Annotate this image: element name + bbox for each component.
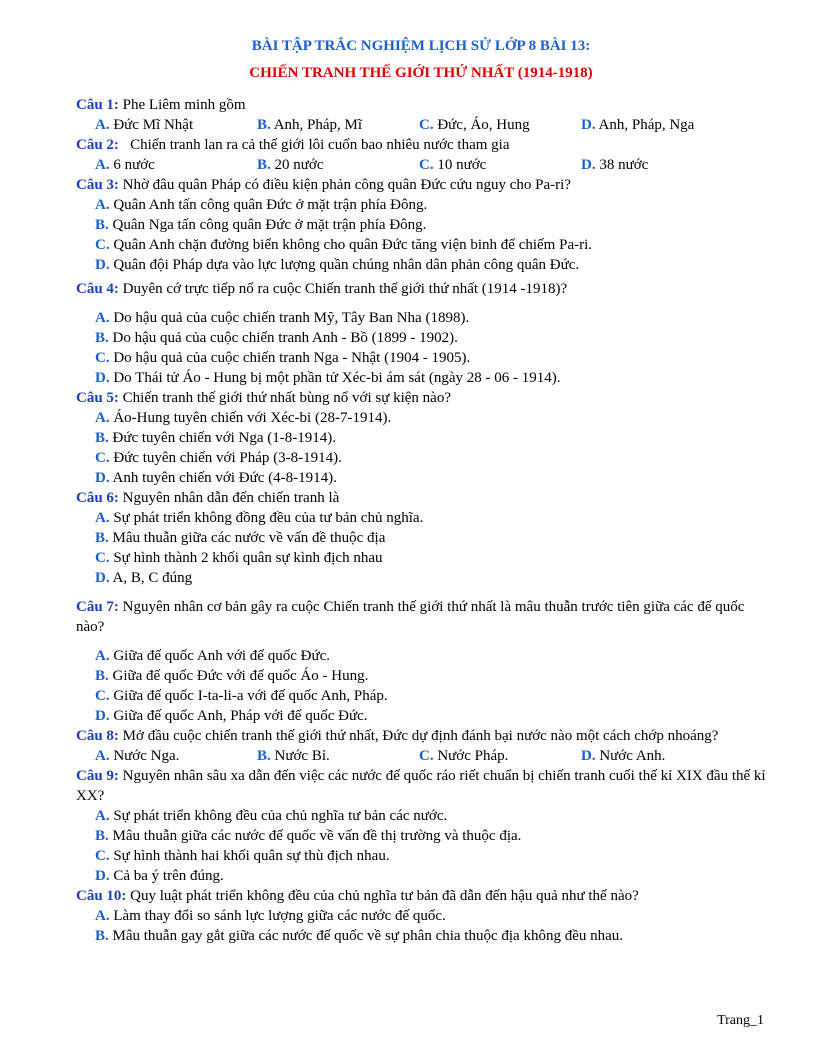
question-9 <box>76 766 766 806</box>
option-d: D. 38 nước <box>581 157 649 173</box>
option-c: C. Sự hình thành 2 khối quân sự kình địch nhau <box>95 550 383 566</box>
option-b: B. 20 nước <box>257 157 324 173</box>
options-9 <box>95 806 766 886</box>
question-10 <box>76 886 766 906</box>
question-text: Chiến tranh lan ra cả thế giới lôi cuốn bao nhiêu nước tham gia <box>118 137 510 153</box>
option-d: D. Giữa đế quốc Anh, Pháp với đế quốc Đức. <box>95 708 368 724</box>
document-title: BÀI TẬP TRẮC NGHIỆM LỊCH SỬ LỚP 8 BÀI 13: <box>251 38 591 54</box>
option-c: C. Do hậu quả của cuộc chiến tranh Nga - Nhật (1904 - 1905). <box>95 350 471 366</box>
options-3 <box>95 195 766 275</box>
option-b: B. Đức tuyên chiến với Nga (1-8-1914). <box>95 430 337 446</box>
question-label: Câu 6: <box>76 490 119 506</box>
option-d: D. Do Thái tử Áo - Hung bị một phần tử Xéc-bi ám sát (ngày 28 - 06 - 1914). <box>95 370 561 386</box>
question-label: Câu 2: <box>76 137 119 153</box>
option-c: C. Đức, Áo, Hung <box>419 117 530 133</box>
option-c: C. 10 nước <box>419 157 487 173</box>
question-6 <box>76 488 766 508</box>
question-label: Câu 5: <box>76 390 119 406</box>
question-label: Câu 8: <box>76 728 119 744</box>
option-c: C. Quân Anh chặn đường biển không cho quân Đức tăng viện binh để chiếm Pa-ri. <box>95 237 593 253</box>
question-text: Nhờ đâu quân Pháp có điều kiện phản công quân Đức cứu nguy cho Pa-ri? <box>118 177 571 193</box>
option-d: D. Anh tuyên chiến với Đức (4-8-1914). <box>95 470 337 486</box>
question-1 <box>76 95 766 115</box>
option-a: A. Làm thay đổi so sánh lực lượng giữa các nước đế quốc. <box>95 908 446 924</box>
option-d: D. A, B, C đúng <box>95 570 193 586</box>
option-d: D. Nước Anh. <box>581 748 666 764</box>
option-c: C. Sự hình thành hai khối quân sự thù địch nhau. <box>95 848 390 864</box>
option-a: A. 6 nước <box>95 157 155 173</box>
question-text: Nguyên nhân dẫn đến chiến tranh là <box>118 490 340 506</box>
option-b: B. Nước Bỉ. <box>257 748 330 764</box>
option-a: A. Áo-Hung tuyên chiến với Xéc-bi (28-7-1914). <box>95 410 392 426</box>
question-text: Chiến tranh thế giới thứ nhất bùng nổ với sự kiện nào? <box>118 390 451 406</box>
question-text: Phe Liêm minh gồm <box>118 97 246 113</box>
option-a: A. Sự phát triển không đồng đều của tư bản chủ nghĩa. <box>95 510 424 526</box>
option-b: B. Mâu thuẫn gay gắt giữa các nước đế quốc về sự phân chia thuộc địa không đều nhau. <box>95 928 624 944</box>
question-label: Câu 10: <box>76 888 127 904</box>
options-5 <box>95 408 766 488</box>
question-text: Duyên cớ trực tiếp nổ ra cuộc Chiến tranh thế giới thứ nhất (1914 -1918)? <box>118 281 568 297</box>
options-10 <box>95 906 766 946</box>
option-b: B. Do hậu quả của cuộc chiến tranh Anh - Bồ (1899 - 1902). <box>95 330 458 346</box>
options-2 <box>95 155 766 175</box>
document-page <box>76 36 766 946</box>
option-c: C. Giữa đế quốc I-ta-li-a với đế quốc Anh, Pháp. <box>95 688 388 704</box>
options-1 <box>95 115 766 135</box>
question-2 <box>76 135 766 155</box>
option-a: A. Nước Nga. <box>95 748 180 764</box>
option-b: B. Anh, Pháp, Mĩ <box>257 117 363 133</box>
question-text: Nguyên nhân sâu xa dẫn đến việc các nước đế quốc ráo riết chuẩn bị chiến tranh cuối thế kỉ XIX đầu thế kỉ XX? <box>76 768 766 804</box>
question-text: Nguyên nhân cơ bản gây ra cuộc Chiến tranh thế giới thứ nhất là mâu thuẫn trước tiên giữa các đế quốc nào? <box>76 599 745 635</box>
option-d: D. Cả ba ý trên đúng. <box>95 868 224 884</box>
question-label: Câu 7: <box>76 599 119 615</box>
question-label: Câu 9: <box>76 768 119 784</box>
option-c: C. Đức tuyên chiến với Pháp (3-8-1914). <box>95 450 342 466</box>
question-5 <box>76 388 766 408</box>
question-label: Câu 1: <box>76 97 119 113</box>
options-4 <box>95 308 766 388</box>
question-label: Câu 3: <box>76 177 119 193</box>
question-label: Câu 4: <box>76 281 119 297</box>
option-a: A. Sự phát triển không đều của chủ nghĩa tư bản các nước. <box>95 808 448 824</box>
options-6 <box>95 508 766 588</box>
option-b: B. Giữa đế quốc Đức với đế quốc Áo - Hung. <box>95 668 369 684</box>
option-b: B. Quân Nga tấn công quân Đức ở mặt trận phía Đông. <box>95 217 427 233</box>
question-7 <box>76 597 766 637</box>
option-d: D. Quân đội Pháp dựa vào lực lượng quần chúng nhân dân phản công quân Đức. <box>95 257 580 273</box>
option-b: B. Mâu thuẫn giữa các nước về vấn đề thuộc địa <box>95 530 386 546</box>
option-a: A. Quân Anh tấn công quân Đức ở mặt trận phía Đông. <box>95 197 428 213</box>
question-3 <box>76 175 766 195</box>
question-4 <box>76 279 766 299</box>
option-a: A. Do hậu quả của cuộc chiến tranh Mỹ, Tây Ban Nha (1898). <box>95 310 470 326</box>
option-a: A. Giữa đế quốc Anh với đế quốc Đức. <box>95 648 330 664</box>
option-c: C. Nước Pháp. <box>419 748 509 764</box>
document-subtitle: CHIẾN TRANH THẾ GIỚI THỨ NHẤT (1914-1918) <box>249 65 593 81</box>
question-text: Quy luật phát triển không đều của chủ nghĩa tư bản đã dẫn đến hậu quả như thế nào? <box>126 888 639 904</box>
options-7 <box>95 646 766 726</box>
question-8 <box>76 726 766 746</box>
option-d: D. Anh, Pháp, Nga <box>581 117 695 133</box>
options-8 <box>95 746 766 766</box>
page-number: Trang_1 <box>717 1013 764 1028</box>
option-a: A. Đức Mĩ Nhật <box>95 117 194 133</box>
option-b: B. Mâu thuẫn giữa các nước đế quốc về vấn đề thị trường và thuộc địa. <box>95 828 522 844</box>
question-text: Mở đầu cuộc chiến tranh thế giới thứ nhất, Đức dự định đánh bại nước nào một cách chớp nhoáng? <box>118 728 719 744</box>
